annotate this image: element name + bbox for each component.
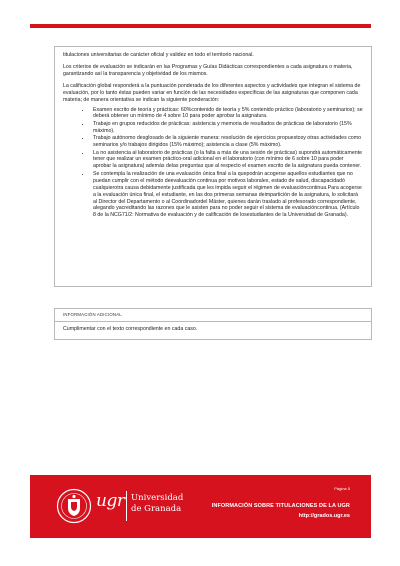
list-item: • Examen escrito de teoría y prácticas: 60%contenido de teoría y 5% contenido práctico (laboratorio y seminarios); se deberá obtener un mínimo de 4 sobre 10 para poder aprobar la asignatura. [91,107,363,121]
logo-divider [126,491,127,521]
paragraph-criteria: Los criterios de evaluación se indicarán en las Programas y Guías Didácticas correspondientes a cada asignatura o materia, garantizando así la transparencia y objetividad de los mismos. [63,63,353,77]
logo-line-1: Universidad [131,493,184,503]
evaluation-content-box [54,46,372,287]
section-text: Cumplimentar con el texto correspondiente en cada caso. [63,326,198,332]
logo-university-name [131,493,183,516]
top-red-rule [30,24,371,28]
list-item: • La no asistencia al laboratorio de prácticas (o la falta a más de una sesión de prácticas) supondrá automáticamente tener que realizar un examen práctico-oral adicional en el laboratorio (con mínimo de 6 sobre 10 para poder aprobar la asignatura) además delas preguntas que al respecto el examen escrito de la asignatura pueda contener. [91,150,363,171]
logo-ugr-text: ugr [96,491,125,511]
weighting-list [63,107,363,220]
footer-url-link[interactable]: http://grados.ugr.es [298,513,350,519]
paragraph-continuation: titulaciones universitarias de carácter oficial y validez en todo el territorio nacional. [63,52,254,58]
page-footer [30,475,371,538]
section-heading: INFORMACIÓN ADICIONAL [55,309,371,322]
logo-line-2: de Granada [131,504,182,515]
paragraph-weighting: La calificación global responderá a la puntuación ponderada de los diferentes aspectos y actividades que integran el sistema de evaluación, por lo tanto éstas pueden variar en función de las necesidades específicas de las asignaturas que componen cada materia; de manera orientativa se indican la siguiente ponderación: [63,82,361,103]
additional-info-section [54,308,372,340]
university-crest-icon [56,488,92,524]
page-number: Página 5 [334,486,350,491]
list-item: • Trabajo autónomo desglosado de la siguiente manera: resolución de ejercicios propuestosy otras actividades como seminarios y/o trabajos dirigidos (15% máximo); asistencia a clase (5% máximo). [91,135,363,149]
footer-title: INFORMACIÓN SOBRE TITULACIONES DE LA UGR [211,503,350,509]
list-item: • Se contempla la realización de una evaluación única final a la quepodrán acogerse aquellos estudiantes que no puedan cumplir con el método deevaluación continua por motivos laborales, estado de salud, discapacidadó cualquierotra causa debidamente justificada que les impida seguir el régimen de evaluacióncontinua.Para acogerse a la evaluación única final, el estudiante, en las dos primeras semanas deimpartición de la asignatura, lo solicitará al Director del Departamento o al Coordinadordel Máster, quienes darán traslado al profesorado correspondiente, alegando yacreditando las razones que le asisten para no poder seguir el sistema de evaluacióncontinua. (Artículo 8 de la NCG71/2: Normativa de evaluación y de calificación de losestudiantes de la Universidad de Granada). [91,171,363,219]
list-item: • Trabajo en grupos reducidos de prácticas: asistencia y memoria de resultados de prácticas de laboratorio (15% máximo). [91,121,363,135]
